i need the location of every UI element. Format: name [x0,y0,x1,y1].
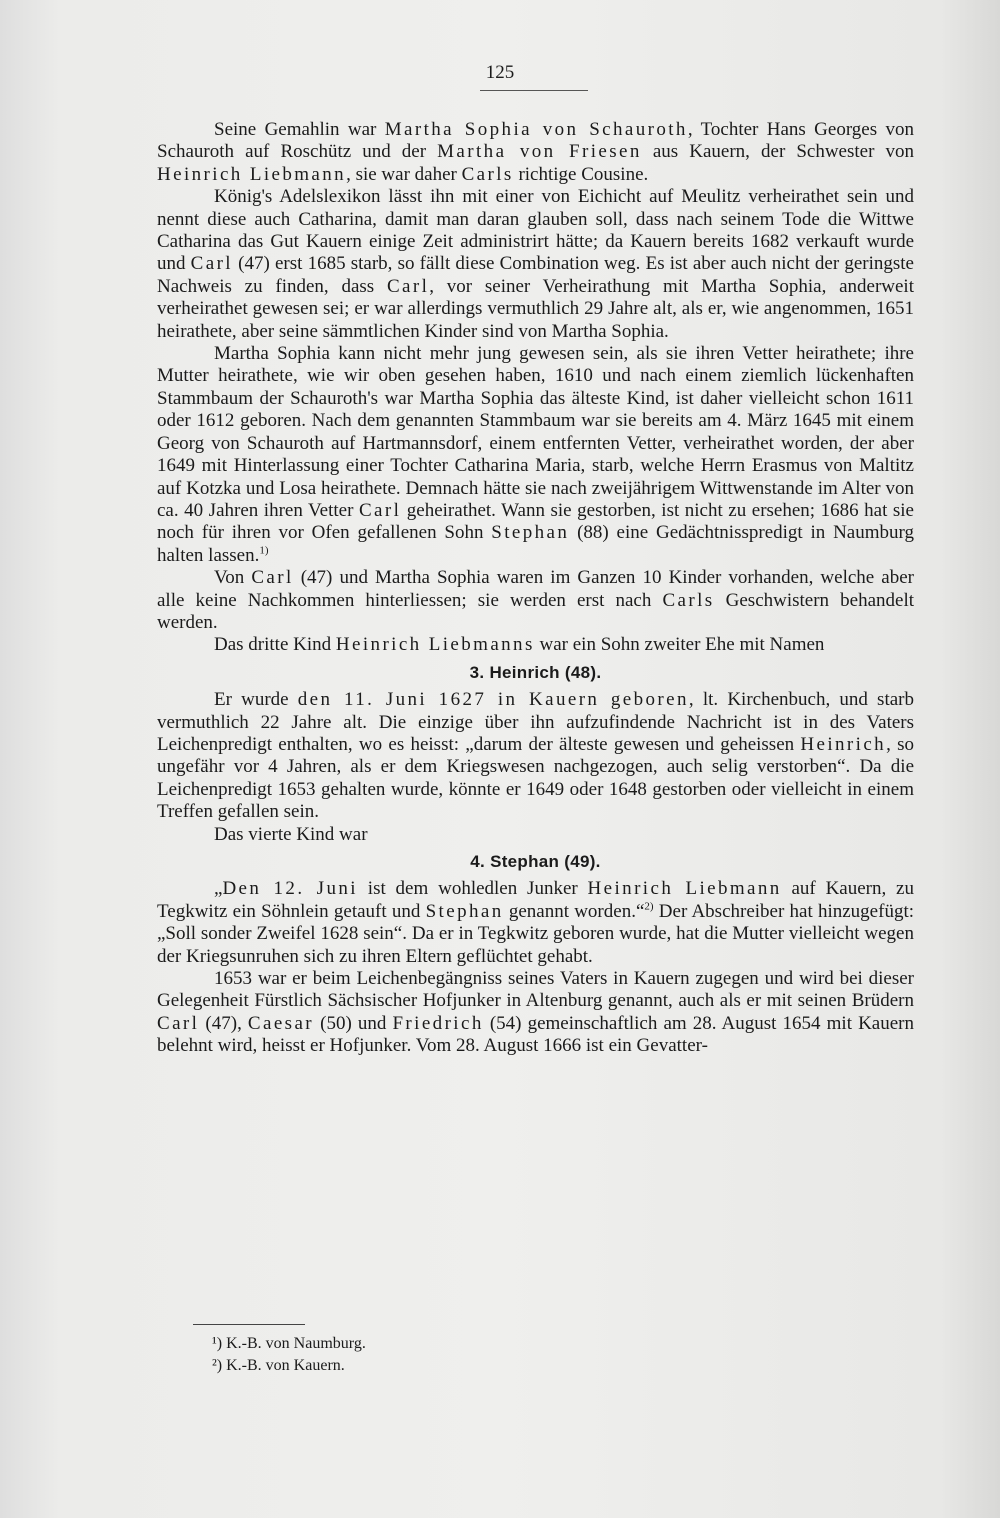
spaced-name: Carl [386,275,430,297]
text-run: (47) erst 1685 starb, so fällt diese Combination weg. Es ist aber auch nicht der geringste Nachweis zu finden, dass [157,253,914,297]
text-run: (50) und [314,1012,393,1034]
spaced-name: Den 12. Juni [222,878,358,900]
spaced-name: Heinrich Liebmann [157,163,347,185]
text-run: auf Kauern, zu Tegkwitz ein Söhnlein getauft und [157,878,914,922]
text-run: , Tochter Hans Georges von Schauroth auf Roschütz und der [157,119,915,163]
spaced-name: Martha von Friesen [437,141,642,163]
text-run: Seine Gemahlin war [214,119,385,140]
spaced-name: Stephan [425,900,504,922]
section-heading: 4. Stephan (49). [470,852,601,871]
text-run: Von [214,567,252,589]
paragraph [157,878,914,968]
text-run: , sie war daher [346,163,462,185]
spaced-name: Carl [358,499,402,521]
paragraph [157,119,914,186]
text-run: , lt. Kirchenbuch, und starb vermuthlich 22 Jahre alt. Die einzige über ihn aufzufindende Nachricht ist in des Vaters Leichenpredigt enthalten, wo es heisst: „darum der älteste gewesen und geheissen [157,689,914,755]
footnote-text: K.-B. von Naumburg. [222,1335,366,1352]
spaced-name: Stephan [491,522,570,544]
spaced-name: Caesar [247,1012,315,1034]
spaced-name: Carl [190,253,233,275]
section-heading: 3. Heinrich (48). [469,662,602,682]
text-run: aus Kauern, der Schwester von [641,141,915,163]
spaced-name: den 11. Juni 1627 in Kauern geboren [297,689,689,711]
text-run: (88) eine Gedächtnisspredigt in Naumburg halten lassen. [157,522,914,566]
text-run: , so ungefähr vor 4 Jahren, als er dem Kriegswesen nachgezogen, auch selig verstorben“. Da die Leichenpredigt 1653 gehalten wurde, könnte er 1649 oder 1648 gestorben oder vielleicht in einem Treffen gefallen sein. [157,733,914,823]
text-run: (47), [199,1012,248,1034]
footnote-rule [193,1324,305,1325]
spaced-name: Martha Sophia von Schauroth [384,119,688,140]
spaced-name: Heinrich [800,733,887,755]
text-run: Der Abschreiber hat hinzugefügt: „Soll sonder Zweifel 1628 sein“. Da er in Tegkwitz geboren wurde, hat die Mutter vielleicht wegen der Kriegsunruhen sich zu ihren Eltern geflüchtet gehabt. [157,900,914,967]
spaced-name: Carl [157,1012,200,1034]
text-run: Er wurde [214,689,298,711]
text-run: geheirathet. Wann sie gestorben, ist nicht zu ersehen; 1686 hat sie noch für ihren vor Ofen gefallenen Sohn [157,499,914,544]
body-text [157,119,914,1058]
footnote-mark: ²) [212,1357,223,1374]
footnote-mark: ¹) [212,1335,223,1352]
spaced-name: Friedrich [392,1012,484,1034]
text-run: Martha Sophia kann nicht mehr jung gewesen sein, als sie ihren Vetter heirathete; ihre Mutter heirathete, wie wir oben gesehen haben, 1610 und nach einem ziemlich lückenhaften Stammbaum der Schauroth's war Martha Sophia das älteste Kind, ist daher vielleicht schon 1611 oder 1612 geboren. Nach dem genannten Stammbaum war sie bereits am 4. März 1645 mit einem Georg von Schauroth auf Hartmannsdorf, einem entfernten Vetter, verheirathet worden, der aber 1649 mit Hinterlassung einer Tochter Catharina Maria, starb, welche Herrn Erasmus von Maltitz auf Kotzka und Losa heirathete. Demnach hätte sie nach zweijährigem Wittwenstande im Alter von ca. 40 Jahren ihren Vetter [157,343,914,521]
page-number: 125 [485,62,515,83]
footnote [212,1355,366,1377]
footnote-reference: 1) [259,544,269,557]
paragraph [157,186,914,343]
paragraph [157,968,914,1058]
footnotes [212,1333,366,1377]
text-run: Geschwistern behandelt werden. [157,589,914,633]
text-run: Das vierte Kind war [214,823,368,845]
spaced-name: Carls [662,589,715,611]
footnote [212,1333,366,1355]
spaced-name: Carl [251,567,294,589]
spaced-name: Carls [461,163,514,185]
text-run: genannt worden.“ [503,900,645,922]
text-run: war ein Sohn zweiter Ehe mit Namen [534,634,825,656]
spaced-name: Heinrich Liebmann [587,878,782,900]
text-run: (54) gemeinschaftlich am 28. August 1654 mit Kauern belehnt wird, heisst er Hofjunker. Vom 28. August 1666 ist ein Gevatter- [157,1012,915,1057]
text-run: „ [214,878,223,900]
text-run: richtige Cousine. [513,163,649,185]
spaced-name: Heinrich Liebmanns [335,634,535,656]
paragraph [157,567,914,634]
paragraph [157,824,914,846]
paragraph [157,689,914,823]
text-run: 1653 war er beim Leichenbegängniss seines Vaters in Kauern zugegen und wird bei dieser Gelegenheit Fürstlich Sächsischer Hofjunker in Altenburg genannt, auch als er mit seinen Brüdern [157,968,914,1012]
text-run: ist dem wohledlen Junker [357,878,588,900]
paragraph [157,343,914,567]
footnote-text: K.-B. von Kauern. [222,1357,345,1374]
text-run: Das dritte Kind [214,634,336,656]
paragraph [157,634,914,656]
footnote-reference: 2) [644,900,654,913]
text-run: , vor seiner Verheirathung mit Martha Sophia, anderweit verheirathet gewesen sei; er war allerdings vermuthlich 29 Jahre alt, als er, wie angenommen, 1651 heirathete, aber seine sämmtlichen Kinder sind von Martha Sophia. [157,275,914,342]
text-run: (47) und Martha Sophia waren im Ganzen 10 Kinder vorhanden, welche aber alle keine Nachkommen hinterliessen; sie werden erst nach [157,567,914,611]
page-number-rule [480,90,588,91]
text-run: König's Adelslexikon lässt ihn mit einer von Eichicht auf Meulitz verheirathet sein und nennt diese auch Catharina, damit man daran glauben soll, dass nach seinem Tode die Wittwe Catharina das Gut Kauern einige Zeit administrirt hätte; da Kauern bereits 1682 verkauft wurde und [157,186,914,275]
